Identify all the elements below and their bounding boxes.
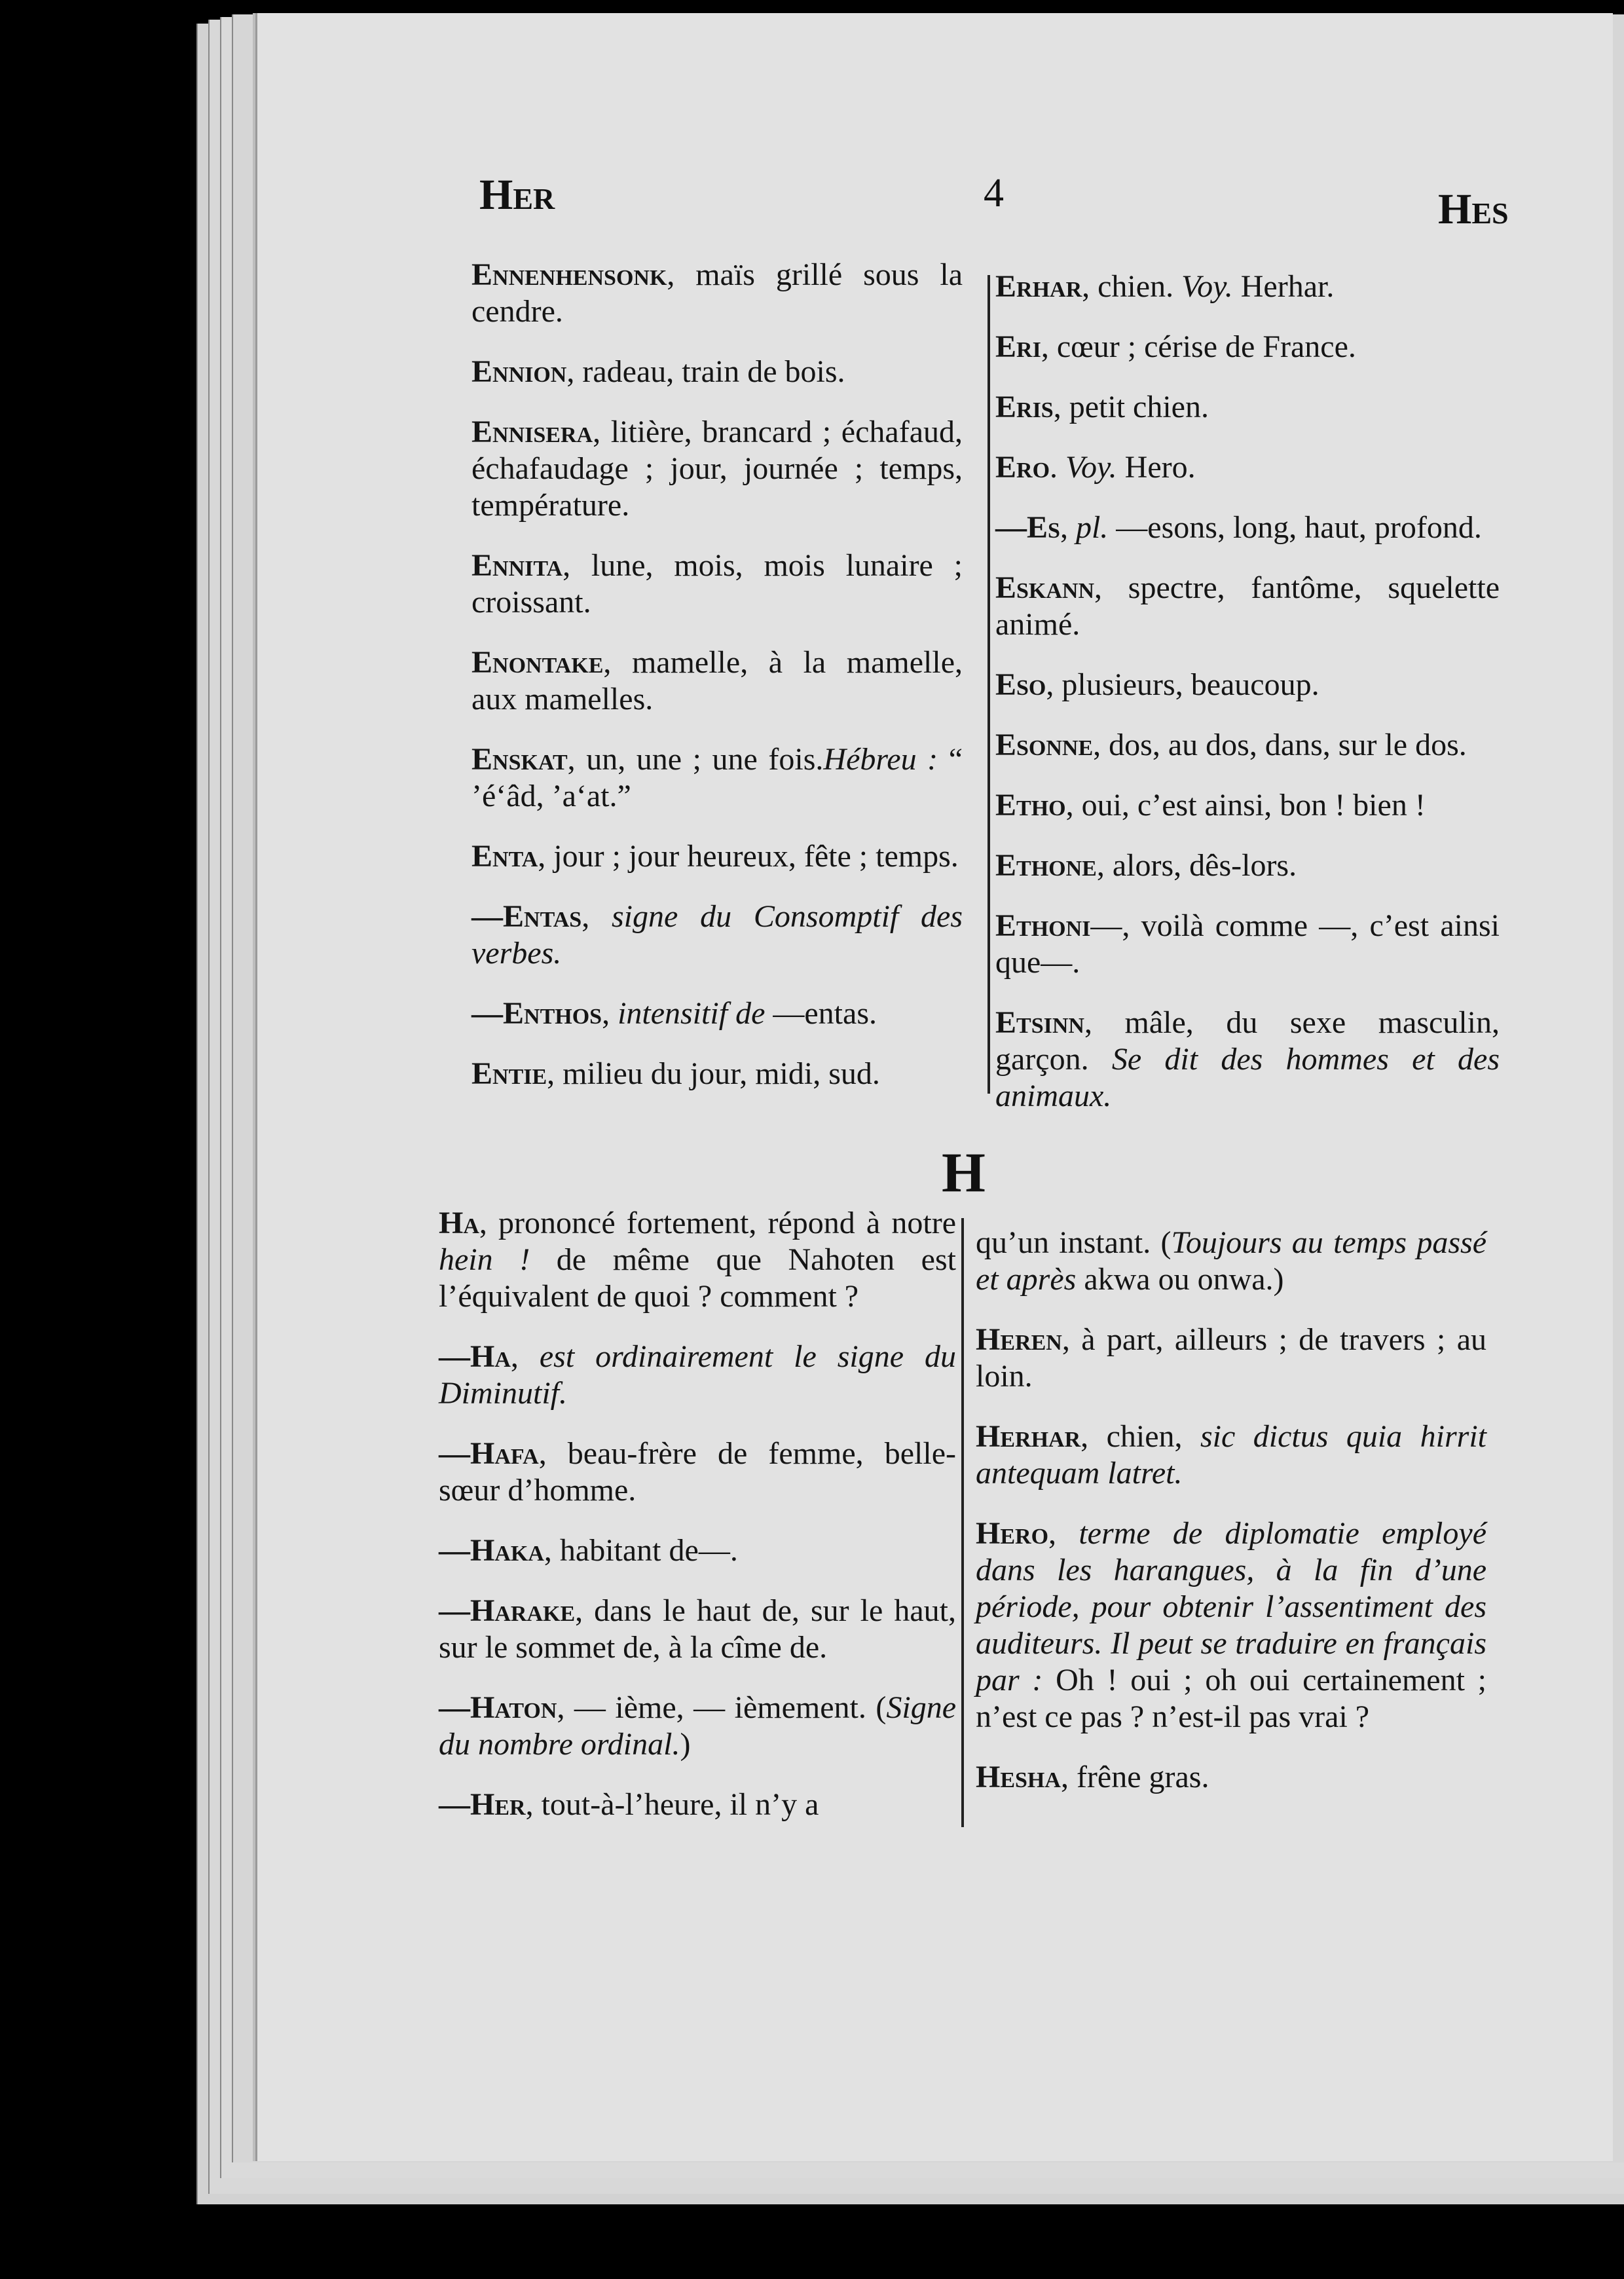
dictionary-entry: [471, 644, 963, 718]
entry-extra: Herhar.: [1232, 269, 1335, 304]
entry-italic: est ordinairement le signe du Diminutif.: [439, 1339, 957, 1411]
entry-headword: Ennita: [471, 548, 563, 583]
entry-text: ,: [1048, 1516, 1079, 1551]
entry-headword: —Entas: [471, 899, 582, 934]
entry-text: , dans le haut de, sur le haut, sur le sommet de, à la cîme de.: [439, 1593, 956, 1665]
entry-text: , spectre, fantôme, squelette animé.: [995, 570, 1500, 642]
entry-headword: —Ha: [439, 1339, 511, 1374]
entry-extra: —entas.: [765, 996, 877, 1031]
entry-headword: —Es: [995, 510, 1060, 545]
entry-extra: —esons, long, haut, profond.: [1108, 510, 1482, 545]
entry-text: , oui, c’est ainsi, bon ! bien !: [1065, 788, 1426, 823]
entry-headword: —Hafa: [439, 1436, 539, 1471]
entry-text: .: [1050, 450, 1066, 485]
dictionary-entry: [439, 1690, 956, 1763]
entry-text: , beau-frère de femme, belle-sœur d’homme.: [439, 1436, 956, 1508]
entry-headword: Eskann: [995, 570, 1095, 605]
entry-extra: de même que Nahoten est l’équivalent de quoi ? comment ?: [439, 1242, 956, 1314]
entry-headword: Ennion: [471, 354, 567, 389]
entry-text: , habitant de—.: [544, 1533, 738, 1568]
entry-headword: Entie: [471, 1056, 547, 1091]
dictionary-entry: [995, 1005, 1500, 1115]
entry-headword: Enta: [471, 839, 538, 874]
entry-text: , — ième, — ièmement. (: [557, 1690, 887, 1725]
entry-text: , jour ; jour heureux, fête ; temps.: [538, 839, 959, 874]
entry-headword: Ethoni: [995, 908, 1091, 943]
entry-headword: —Harake: [439, 1593, 576, 1628]
entry-text: , frêne gras.: [1060, 1760, 1209, 1794]
entry-text: , à part, ailleurs ; de travers ; au loin.: [976, 1322, 1486, 1394]
dictionary-entry: [439, 1205, 956, 1315]
entry-extra: ): [680, 1727, 691, 1762]
entry-italic: pl.: [1075, 510, 1109, 545]
entry-text: ,: [581, 899, 612, 934]
dictionary-entry: [439, 1787, 956, 1823]
dictionary-entry: [976, 1759, 1486, 1796]
entry-headword: Heren: [976, 1322, 1062, 1357]
entry-headword: Enontake: [471, 645, 604, 680]
entry-text: , dos, au dos, dans, sur le dos.: [1093, 728, 1467, 762]
entry-italic: Signe du nombre ordinal.: [439, 1690, 956, 1762]
top-right-column: [995, 269, 1500, 1138]
entry-headword: Erhar: [995, 269, 1082, 304]
dictionary-entry: [976, 1418, 1486, 1492]
entry-text: , un, une ; une fois.: [567, 742, 824, 777]
entry-italic: Voy.: [1065, 450, 1117, 485]
entry-text: ,: [1060, 510, 1076, 545]
entry-text: ,: [510, 1339, 540, 1374]
column-rule-top: [987, 275, 990, 1094]
entry-text: , tout-à-l’heure, il n’y a: [525, 1787, 819, 1822]
entry-text: qu’un instant. (: [976, 1225, 1172, 1260]
entry-headword: Etsinn: [995, 1005, 1084, 1040]
dictionary-entry: [471, 354, 963, 390]
entry-text: , mâle, du sexe masculin, garçon.: [995, 1005, 1500, 1077]
entry-italic: sic dictus quia hirrit antequam latret.: [976, 1419, 1486, 1491]
running-head-right: Hes: [1438, 185, 1509, 233]
entry-text: , milieu du jour, midi, sud.: [547, 1056, 880, 1091]
dictionary-entry: [995, 570, 1500, 643]
entry-headword: Etho: [995, 788, 1066, 823]
entry-headword: Hero: [976, 1516, 1049, 1551]
entry-italic: Toujours au temps passé et après: [976, 1225, 1486, 1297]
entry-headword: Eris: [995, 390, 1054, 424]
dictionary-entry: [439, 1593, 956, 1666]
entry-text: , radeau, train de bois.: [566, 354, 845, 389]
dictionary-entry: [439, 1339, 956, 1412]
bottom-right-column: [976, 1225, 1486, 1819]
dictionary-entry: [439, 1532, 956, 1569]
dictionary-entry: [439, 1436, 956, 1509]
dictionary-entry: [471, 995, 963, 1032]
entry-headword: Enskat: [471, 742, 568, 777]
entry-text: , maïs grillé sous la cendre.: [471, 257, 963, 329]
entry-italic: Hébreu :: [823, 742, 949, 777]
entry-headword: Ethone: [995, 848, 1097, 883]
dictionary-entry: [995, 389, 1500, 426]
dictionary-entry: [995, 510, 1500, 546]
entry-headword: —Haka: [439, 1533, 544, 1568]
dictionary-entry: [976, 1322, 1486, 1395]
entry-text: ,: [602, 996, 618, 1031]
bottom-left-column: [439, 1205, 956, 1847]
entry-text: , mamelle, à la mamelle, aux mamelles.: [471, 645, 963, 716]
dictionary-entry: [995, 908, 1500, 981]
entry-headword: Herhar: [976, 1419, 1081, 1454]
dictionary-entry: [471, 838, 963, 875]
entry-italic: intensitif de: [618, 996, 766, 1031]
entry-italic: Voy.: [1181, 269, 1233, 304]
entry-text: , chien.: [1082, 269, 1182, 304]
entry-headword: Ero: [995, 450, 1050, 485]
dictionary-entry: [471, 899, 963, 972]
section-letter: H: [942, 1141, 986, 1204]
entry-text: , plusieurs, beaucoup.: [1046, 667, 1320, 702]
entry-italic: terme de diplomatie employé dans les harangues, à la fin d’une période, pour obtenir l’assentiment des auditeurs. Il peut se traduire en français par :: [976, 1516, 1486, 1697]
entry-headword: —Her: [439, 1787, 526, 1822]
entry-text: , lune, mois, mois lunaire ; croissant.: [471, 548, 963, 620]
entry-text: —, voilà comme —, c’est ainsi que—.: [995, 908, 1500, 980]
dictionary-entry: [995, 449, 1500, 486]
entry-headword: Ha: [439, 1206, 479, 1240]
entry-extra: Oh ! oui ; oh oui certainement ; n’est ce pas ? n’est-il pas vrai ?: [976, 1663, 1486, 1734]
entry-extra: akwa ou onwa.): [1076, 1262, 1284, 1297]
entry-headword: Hesha: [976, 1760, 1061, 1794]
entry-text: , petit chien.: [1053, 390, 1209, 424]
dictionary-entry: [471, 547, 963, 621]
entry-extra: Hero.: [1116, 450, 1196, 485]
entry-headword: Ennenhensonk: [471, 257, 667, 292]
dictionary-entry: [471, 741, 963, 815]
page-number: 4: [984, 171, 1004, 215]
entry-italic: Se dit des hommes et des animaux.: [995, 1042, 1500, 1113]
dictionary-entry: [471, 257, 963, 330]
dictionary-entry: [995, 667, 1500, 703]
entry-italic: hein !: [439, 1242, 530, 1277]
dictionary-entry: [471, 1056, 963, 1092]
entry-headword: Eri: [995, 329, 1041, 364]
entry-headword: —Haton: [439, 1690, 557, 1725]
dictionary-entry: [995, 847, 1500, 884]
dictionary-entry: [995, 787, 1500, 824]
entry-headword: Ennisera: [471, 415, 593, 449]
dictionary-entry: [995, 329, 1500, 365]
entry-extra: “ ’é‘âd, ’a‘at.”: [471, 742, 963, 813]
entry-headword: Eso: [995, 667, 1046, 702]
entry-italic: signe du Consomptif des verbes.: [471, 899, 963, 971]
entry-text: , cœur ; cérise de France.: [1041, 329, 1356, 364]
top-left-column: [471, 257, 963, 1116]
running-head-left: Her: [479, 171, 555, 219]
entry-text: , alors, dês-lors.: [1096, 848, 1297, 883]
entry-headword: —Enthos: [471, 996, 602, 1031]
dictionary-entry: [976, 1225, 1486, 1298]
entry-text: , chien,: [1080, 1419, 1200, 1454]
column-rule-bottom: [961, 1218, 964, 1827]
entry-text: , litière, brancard ; échafaud, échafaudage ; jour, journée ; temps, température.: [471, 415, 963, 523]
dictionary-entry: [995, 727, 1500, 764]
entry-headword: Esonne: [995, 728, 1094, 762]
dictionary-entry: [471, 414, 963, 524]
entry-text: , prononcé fortement, répond à notre: [479, 1206, 956, 1240]
dictionary-entry: [995, 269, 1500, 305]
dictionary-entry: [976, 1515, 1486, 1735]
